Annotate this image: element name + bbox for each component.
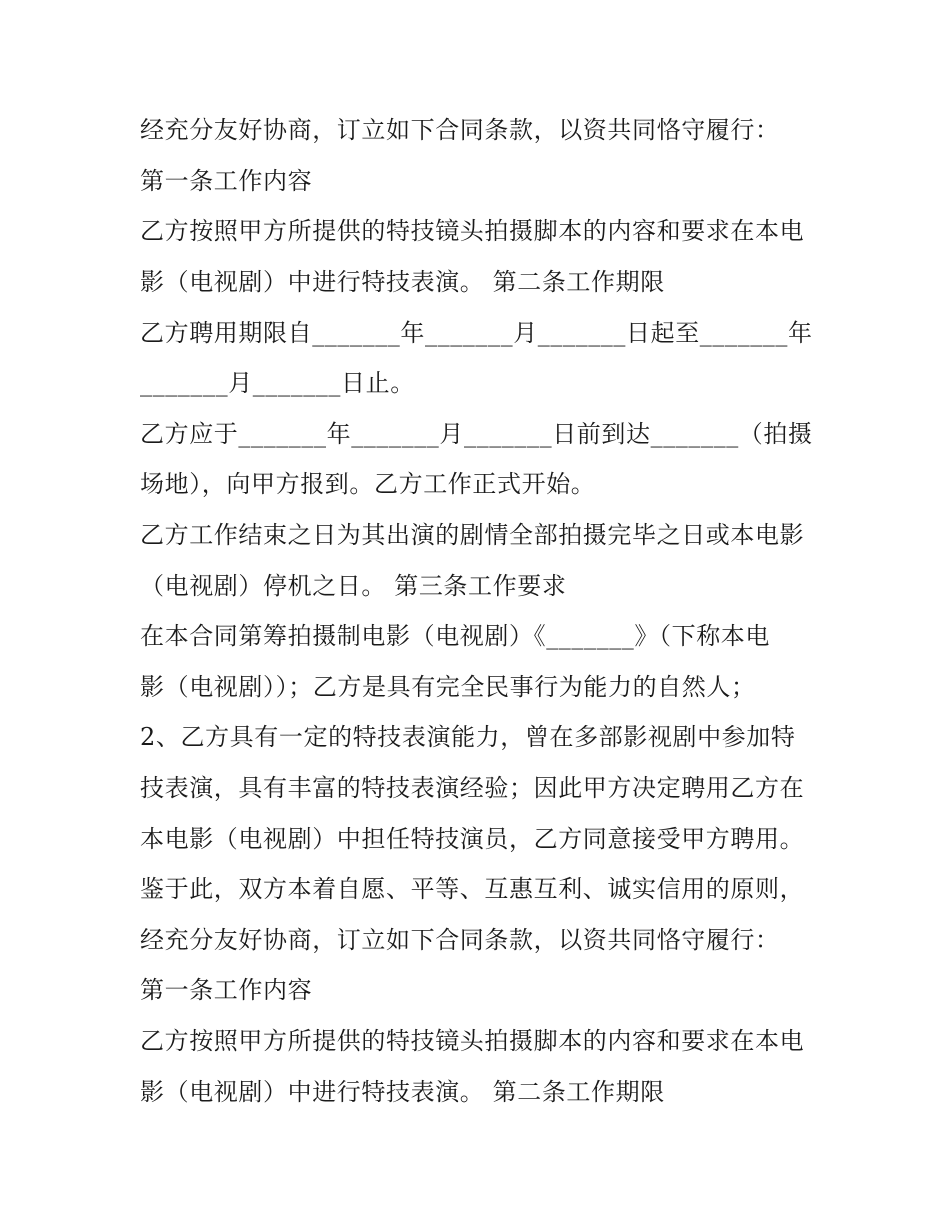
text-line: 第一条工作内容 bbox=[140, 976, 313, 1004]
text-line: 在本合同第筹拍摄制电影（电视剧）《_______》（下称本电 bbox=[140, 622, 770, 650]
text-line: 乙方工作结束之日为其出演的剧情全部拍摄完毕之日或本电影 bbox=[140, 521, 805, 549]
text-line: 第一条工作内容 bbox=[140, 167, 313, 195]
text-line: 2、乙方具有一定的特技表演能力，曾在多部影视剧中参加特 bbox=[140, 723, 796, 751]
text-line: _______月_______日止。 bbox=[140, 369, 415, 397]
text-line: 影（电视剧）中进行特技表演。 第二条工作期限 bbox=[140, 1078, 665, 1106]
text-line: （电视剧）停机之日。 第三条工作要求 bbox=[140, 572, 567, 600]
text-line: 本电影（电视剧）中担任特技演员，乙方同意接受甲方聘用。 bbox=[140, 825, 805, 853]
text-line: 影（电视剧））；乙方是具有完全民事行为能力的自然人； bbox=[140, 673, 756, 701]
text-line: 乙方按照甲方所提供的特技镜头拍摄脚本的内容和要求在本电 bbox=[140, 1027, 805, 1055]
text-line: 经充分友好协商，订立如下合同条款，以资共同恪守履行： bbox=[140, 926, 780, 954]
text-line: 场地），向甲方报到。乙方工作正式开始。 bbox=[140, 470, 596, 498]
text-line: 乙方聘用期限自_______年_______月_______日起至_______年 bbox=[140, 319, 813, 347]
text-line: 乙方按照甲方所提供的特技镜头拍摄脚本的内容和要求在本电 bbox=[140, 217, 805, 245]
text-line: 乙方应于_______年_______月_______日前到达_______（拍摄 bbox=[140, 420, 813, 448]
text-line: 影（电视剧）中进行特技表演。 第二条工作期限 bbox=[140, 268, 665, 296]
text-line: 鉴于此，双方本着自愿、平等、互惠互利、诚实信用的原则， bbox=[140, 875, 805, 903]
text-line: 技表演，具有丰富的特技表演经验；因此甲方决定聘用乙方在 bbox=[140, 774, 805, 802]
text-line: 经充分友好协商，订立如下合同条款，以资共同恪守履行： bbox=[140, 116, 780, 144]
